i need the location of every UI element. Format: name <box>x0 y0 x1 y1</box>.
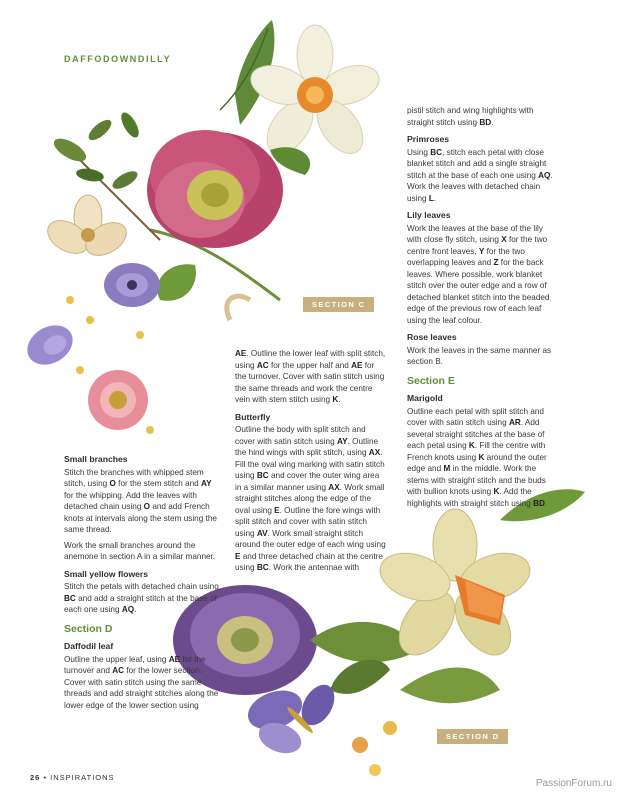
thread-code: M <box>443 464 451 473</box>
purple-anemone <box>104 263 160 307</box>
thread-code: AX <box>368 448 381 457</box>
page-number: 26 <box>30 773 41 782</box>
thread-code: BC <box>64 593 76 603</box>
thread-code: AY <box>336 436 348 446</box>
thread-code: K <box>332 395 339 404</box>
small-branches-text-2: Work the small branches around the anemone in section A in a similar manner. <box>64 540 216 561</box>
thread-code: K <box>468 441 475 450</box>
thread-code: AC <box>112 666 125 675</box>
thread-code: AQ <box>121 605 135 614</box>
thread-code: Y <box>478 246 485 256</box>
thread-code: AR <box>508 418 521 427</box>
primroses-text: Using BC, stitch each petal with close blanket stitch and add a single straight stitch at the base of each one using AQ. Work the leaves with detached chain using L. <box>407 147 553 203</box>
thread-code: BD <box>533 498 545 508</box>
purple-bud <box>20 317 80 372</box>
middle-column <box>235 348 387 578</box>
thread-code: AC <box>256 360 269 370</box>
thread-code: BC <box>430 147 443 157</box>
butterfly-heading: Butterfly <box>235 411 271 422</box>
thread-code: E <box>274 505 280 515</box>
section-e-heading: Section E <box>407 374 455 387</box>
thread-code: AE <box>351 360 363 370</box>
butterfly-text: Outline the body with split stitch and cover with satin stitch using AY. Outline the hind wings with split stitch, using AX. Fill the oval wing marking with satin stitch using BC and cover the outer wing area in a similar manner using AX. Work small straight stitches along the edge of the oval using E. Outline the fore wings with split stitch and cover with satin stitch using AV. Work small straight stitch around the outer edge of each wing using E and three detached chain at the centre using BC. Work the antennae with <box>235 425 386 572</box>
thread-code: E <box>235 551 241 561</box>
small-branches-heading: Small branches <box>64 454 128 464</box>
cream-flower <box>42 195 132 262</box>
marigold-heading: Marigold <box>407 393 443 403</box>
section-c-tag: SECTION C <box>303 297 374 312</box>
thread-code: AQ <box>538 170 551 180</box>
page-footer <box>30 773 115 782</box>
thread-code: AV <box>256 528 268 538</box>
page-header-label: DAFFODOWNDILLY <box>64 54 172 64</box>
yellow-flowers-heading: Small yellow flowers <box>64 568 149 579</box>
butterfly-continuation-text: pistil stitch and wing highlights with straight stitch using BD. <box>407 106 534 127</box>
watermark: PassionForum.ru <box>535 778 612 789</box>
leaf-continuation-text: AE. Outline the lower leaf with split stitch, using AC for the upper half and AE for the turnover. Cover with satin stitch using the same threads and work the centre vein with stem stitch using K. <box>235 349 386 404</box>
thread-code: BC <box>256 471 269 480</box>
small-branches-text: Stitch the branches with whipped stem stitch, using O for the stem stitch and AY for the whipping. Add the leaves with detached chain using O and add French knots at intervals along the stem using the same thread. <box>64 467 217 534</box>
thread-code: O <box>143 502 151 511</box>
footer-separator: • <box>43 773 48 782</box>
thread-code: BD <box>479 117 492 127</box>
pink-flower <box>88 370 148 430</box>
thread-code: Z <box>493 258 499 267</box>
thread-code: AY <box>201 479 212 488</box>
thread-code: X <box>501 235 507 244</box>
daffodil-leaf-heading: Daffodil leaf <box>64 641 114 651</box>
primroses-heading: Primroses <box>407 134 450 144</box>
thread-code: O <box>109 479 116 488</box>
lily-leaves-heading: Lily leaves <box>407 210 451 220</box>
thread-code: AE <box>235 349 247 358</box>
lily-leaves-text: Work the leaves at the base of the lily with close fly stitch, using X for the two centre front leaves, Y for the two overlapping leaves and Z for the back leaves. Where possible, work blanket stitch over the outer edge and a row of detached blanket stitch into the beaded edge of the previous row of each leaf using the leaf colour. <box>407 223 550 325</box>
thread-code: K <box>478 452 485 462</box>
thread-code: L <box>428 193 434 203</box>
section-d-tag: SECTION D <box>437 729 508 744</box>
section-d-heading: Section D <box>64 622 113 635</box>
footer-section-name: INSPIRATIONS <box>50 773 115 782</box>
thread-code: BC <box>256 563 269 572</box>
left-column <box>64 448 222 715</box>
thread-code: AX <box>328 482 340 492</box>
daffodil-leaf-text: Outline the upper leaf, using AE for the turnover and AC for the lower section. Cover with satin stitch using the same threads and add straight stitches along the lower edge of the lower section using <box>64 654 219 710</box>
yellow-flowers-text: Stitch the petals with detached chain using BC and add a straight stitch at the base of each one using AQ. <box>64 582 219 614</box>
marigold-text: Outline each petal with split stitch and cover with satin stitch using AR. Add several straight stitches at the base of each petal using K. Fill the centre with French knots using K around the outer edge and M in the middle. Work the stems with straight stitch and the buds with bullion knots using K. Add the highlights with straight stitch using BD. <box>407 406 548 508</box>
pink-rose <box>147 130 283 248</box>
thread-code: K <box>493 487 500 496</box>
right-column <box>407 105 557 513</box>
rose-leaves-text: Work the leaves in the same manner as section B. <box>407 345 552 366</box>
thread-code: AE <box>168 654 181 664</box>
rose-leaves-heading: Rose leaves <box>407 332 457 342</box>
